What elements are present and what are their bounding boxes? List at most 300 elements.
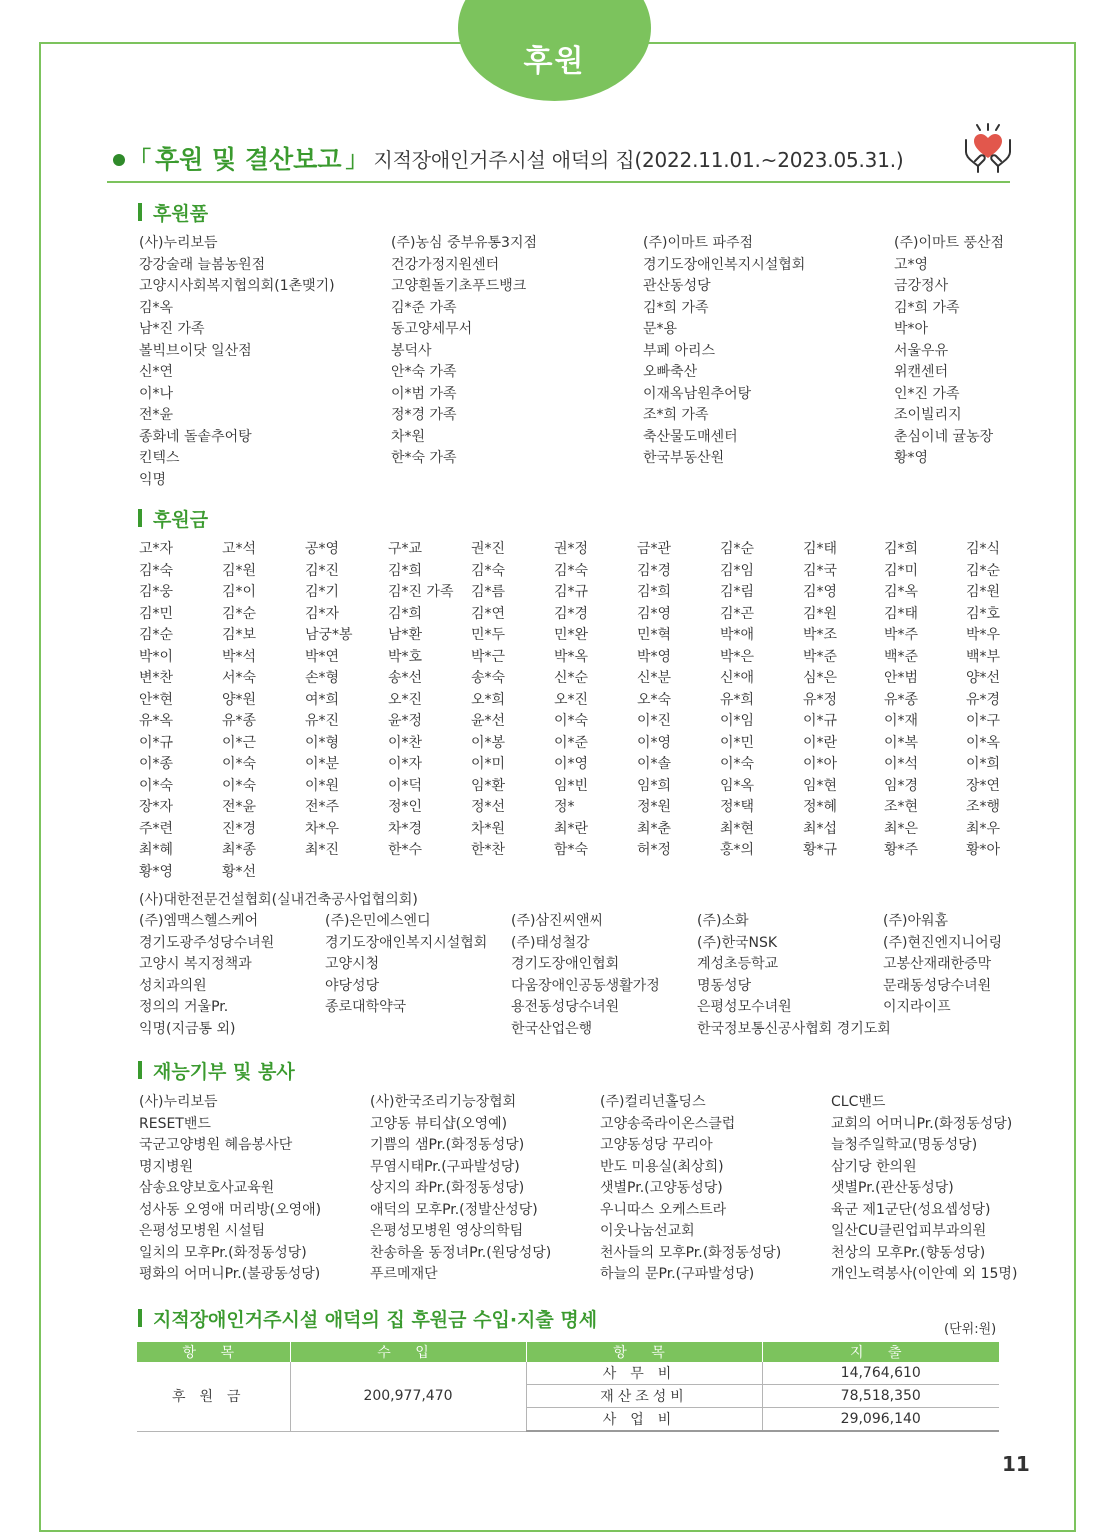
donor-name: 조*행 [966,799,1001,815]
donor-name: 이*영 [637,734,672,751]
donor-name: 박*근 [471,648,506,665]
expense-item: 사업비 [526,1408,762,1432]
donor-name: 이*진 [637,713,672,729]
donor-name: 한*수 [388,842,423,858]
list-item: 고양시 복지정책과 [139,956,252,972]
money-column [305,539,353,862]
list-item: 무염시태Pr.(구파발성당) [370,1158,520,1175]
donor-name: 민*혁 [637,627,672,643]
donor-name: 이*희 [966,756,1001,772]
money-org-first: (사)대한전문건설협회(실내건축공사업협의회) [139,892,418,908]
list-item: 김*희 가족 [643,299,709,316]
donor-name: 김*미 [884,562,919,579]
money-column [720,539,754,862]
donor-name: 손*형 [305,670,340,686]
donor-name: 김*영 [803,584,838,600]
table-header-row [137,1342,999,1362]
donor-name: 송*숙 [471,670,506,686]
section-bar [138,1309,142,1327]
donor-name: 김*규 [554,584,589,600]
donor-name: 유*희 [720,691,755,708]
list-item: (주)태성철강 [511,934,590,951]
donor-name: 신*분 [637,670,672,686]
section-bar [138,509,142,527]
list-item: 인*진 가족 [894,385,960,402]
talent-column [831,1092,1017,1286]
talent-section-title: 재능기부 및 봉사 [138,1058,295,1082]
list-item: 조*희 가족 [643,407,709,423]
donor-name: 박*조 [803,627,838,643]
finance-section-title: 지적장애인거주시설 애덕의 집 후원금 수입·지출 명세 [138,1306,597,1330]
list-item: 야당성당 [325,977,380,994]
donor-name: 민*두 [471,627,506,643]
donor-name: 유*종 [884,691,919,708]
section-bar [138,203,142,221]
donor-name: 박*영 [637,648,672,665]
list-item: 이웃나눔선교회 [600,1223,695,1239]
list-item: 문*용 [643,321,678,337]
list-item: 관산동성당 [643,278,711,294]
donor-name: 이*옥 [966,734,1001,751]
list-item: (주)이마트 풍산점 [894,235,1005,251]
donor-name: 이*숙 [139,777,174,794]
list-item: CLC밴드 [831,1094,886,1110]
donor-name: 임*현 [803,777,838,794]
donor-name: 오*진 [388,691,423,708]
header-item: 항 목 [526,1342,762,1362]
donor-name: 권*정 [554,541,589,557]
list-item: 은평성모수녀원 [697,999,792,1015]
donor-name: 김*보 [222,627,257,643]
donor-name: 양*선 [966,670,1001,686]
donor-name: 한*찬 [471,842,506,858]
donor-name: 오*진 [554,691,589,708]
list-item: 하늘의 문Pr.(구파발성당) [600,1266,755,1282]
list-item: 김*옥 [139,299,174,316]
money-column [471,539,505,862]
list-item: 위캔센터 [894,364,949,380]
donor-name: 차*원 [471,820,506,837]
list-item: 서울우유 [894,342,949,359]
donor-name: 안*현 [139,691,174,708]
goods-column [391,233,537,470]
heading-title: 후원 및 결산보고 [155,145,342,174]
donor-name: 김*름 [471,584,506,600]
list-item: 경기도광주성당수녀원 [139,934,275,951]
donor-name: 이*봉 [471,734,506,751]
list-item: (주)현진엔지니어링 [883,934,1003,951]
donor-name: 김*희 [388,605,423,622]
donor-name: 김*기 [305,584,340,600]
list-item: 남*진 가족 [139,321,205,337]
list-item: 성치과의원 [139,977,207,994]
list-item: 애덕의 모후Pr.(정발산성당) [370,1201,538,1218]
list-item: 고봉산재래한증막 [883,956,992,972]
donor-name: 고*자 [139,541,174,557]
donor-name: 오*희 [471,691,506,708]
income-item: 후원금 [137,1362,290,1431]
income-amount: 200,977,470 [290,1362,526,1431]
header-item: 항 목 [137,1342,290,1362]
donor-name: 안*범 [884,670,919,686]
donor-name: 정* [554,799,575,815]
section-bar [138,1061,142,1079]
donor-name: 남궁*봉 [305,627,353,643]
money-column [554,539,588,862]
donor-name: 정*선 [471,799,506,815]
header-income: 수 입 [290,1342,526,1362]
donor-name: 김*원 [803,605,838,622]
list-item: 명지병원 [139,1158,194,1175]
donor-name: 진*경 [222,820,257,837]
donor-name: 홍*의 [720,842,755,858]
money-column [139,539,173,883]
donor-name: 서*숙 [222,670,257,686]
list-item: 종로대학약국 [325,999,407,1015]
donor-name: 장*자 [139,799,174,815]
donor-name: 박*옥 [554,648,589,665]
list-item: (주)은민에스엔디 [325,913,431,929]
list-item: 이*나 [139,385,174,402]
heading-rule [107,181,1010,183]
money-column [803,539,837,862]
donor-name: 김*식 [966,541,1001,557]
donor-name: 고*석 [222,541,257,557]
donor-name: 김*연 [471,605,506,622]
unit-label: (단위:원) [944,1322,997,1337]
list-item: 이재옥남원추어탕 [643,385,752,402]
donor-name: 유*종 [222,713,257,729]
section-heading [113,140,973,176]
donor-name: 최*진 [305,842,340,858]
goods-column [139,233,335,491]
donor-name: 임*옥 [720,777,755,794]
heading-subtitle: 지적장애인거주시설 애덕의 집(2022.11.01.~2023.05.31.) [373,147,904,172]
donor-name: 최*섭 [803,820,838,837]
donor-name: 이*숙 [720,756,755,772]
list-item: 황*영 [894,450,929,466]
list-item: (주)한국NSK [697,934,778,951]
list-item: 반도 미용실(최상희) [600,1158,724,1175]
donor-name: 윤*정 [388,713,423,729]
donor-name: 김*숙 [471,562,506,579]
list-item: 볼빅브이닷 일산점 [139,342,252,359]
talent-column [370,1092,551,1286]
donor-name: 이*재 [884,713,919,729]
list-item: 금강정사 [894,278,949,294]
donor-name: 김*자 [305,605,340,622]
donor-name: 이*솔 [637,756,672,772]
donor-name: 최*란 [554,820,589,837]
list-item: 은평성모병원 시설팀 [139,1223,266,1239]
donor-name: 김*이 [222,584,257,600]
donor-name: 박*우 [966,627,1001,643]
donor-name: 이*규 [139,734,174,751]
donor-name: 김*민 [139,605,174,622]
donor-name: 박*석 [222,648,257,665]
goods-section-title: 후원품 [138,200,208,224]
donor-name: 이*구 [966,713,1001,729]
list-item: 김*준 가족 [391,299,457,316]
list-item: (주)컬리넌홀딩스 [600,1094,706,1110]
expense-amount: 29,096,140 [762,1408,999,1432]
donor-name: 최*종 [222,842,257,858]
donor-name: 조*현 [884,799,919,815]
list-item: 교회의 어머니Pr.(화정동성당) [831,1115,1013,1132]
donor-name: 정*혜 [803,799,838,815]
donor-name: 이*종 [139,756,174,772]
moneyorg-column [697,911,891,1040]
list-item: (주)삼진씨앤씨 [511,913,604,929]
donor-name: 이*숙 [222,756,257,772]
list-item: 국군고양병원 혜음봉사단 [139,1137,293,1153]
donor-name: 김*경 [554,605,589,622]
list-item: 이지라이프 [883,999,951,1015]
donor-name: 이*형 [305,734,340,751]
talent-column [600,1092,781,1286]
list-item: 기쁨의 샘Pr.(화정동성당) [370,1137,525,1153]
donor-name: 김*영 [637,605,672,622]
close-bracket: 」 [345,147,368,173]
donor-name: 임*희 [637,777,672,794]
donor-name: 최*춘 [637,820,672,837]
list-item: 정*경 가족 [391,407,457,423]
donor-name: 이*란 [803,734,838,751]
donor-name: 송*선 [388,670,423,686]
donor-name: 최*현 [720,820,755,837]
list-item: (사)한국조리기능장협회 [370,1094,517,1110]
list-item: 전*윤 [139,407,174,423]
list-item: (사)누리보듬 [139,235,218,251]
header-tab-label: 후원 [523,44,586,79]
donor-name: 김*숙 [139,562,174,579]
donor-name: 권*진 [471,541,506,557]
list-item: 익명 [139,471,167,488]
donor-name: 최*혜 [139,842,174,858]
donor-name: 이*원 [305,777,340,794]
donor-name: 심*은 [803,670,838,686]
donor-name: 이*자 [388,756,423,772]
donor-name: 이*영 [554,756,589,772]
list-item: 문래동성당수녀원 [883,977,992,994]
moneyorg-column [883,911,1002,1019]
donor-name: 신*순 [554,670,589,686]
donor-name: 이*숙 [554,713,589,729]
donor-name: 이*석 [884,756,919,772]
bullet-icon [113,154,125,166]
money-section-title: 후원금 [138,506,208,530]
list-item: 박*아 [894,321,929,337]
donor-name: 이*근 [222,734,257,751]
donor-name: 함*숙 [554,842,589,858]
list-item: 육군 제1군단(성요셉성당) [831,1201,991,1218]
donor-name: 민*완 [554,627,589,643]
expense-item: 사무비 [526,1362,762,1385]
donor-name: 박*애 [720,627,755,643]
list-item: 늘청주일학교(명동성당) [831,1137,978,1153]
list-item: 고양시사회복지협의회(1촌맺기) [139,278,335,294]
list-item: 축산물도매센터 [643,428,738,445]
donor-name: 차*경 [388,820,423,837]
donor-name: 김*태 [884,605,919,622]
donor-name: 이*임 [720,713,755,729]
donor-name: 유*경 [966,691,1001,708]
money-column [884,539,918,862]
donor-name: 여*희 [305,691,340,708]
list-item: 다움장애인공동생활가정 [511,977,660,994]
donor-name: 이*숙 [222,777,257,794]
open-bracket: 「 [129,147,152,173]
donor-name: 이*준 [554,734,589,751]
expense-item: 재산조성비 [526,1385,762,1408]
list-item: 삼송요양보호사교육원 [139,1180,275,1196]
donor-name: 백*부 [966,648,1001,665]
donor-name: 박*호 [388,648,423,665]
donor-name: 정*택 [720,799,755,815]
list-item: 푸르메재단 [370,1266,438,1282]
list-item: 김*희 가족 [894,299,960,316]
list-item: 조이빌리지 [894,407,962,423]
list-item: 안*숙 가족 [391,364,457,380]
donor-name: 김*임 [720,562,755,579]
donor-name: 전*주 [305,799,340,815]
list-item: 차*원 [391,428,426,445]
donor-name: 김*태 [803,541,838,557]
donor-name: 유*옥 [139,713,174,729]
donor-name: 김*진 [305,562,340,579]
donor-name: 허*정 [637,842,672,858]
list-item: 찬송하올 동정녀Pr.(원당성당) [370,1244,552,1261]
donor-name: 황*영 [139,863,174,880]
donor-name: 이*규 [803,713,838,729]
list-item: 춘심이네 귤농장 [894,428,994,445]
donor-name: 이*민 [720,734,755,751]
donor-name: 오*숙 [637,691,672,708]
page-number: 11 [1002,1452,1030,1476]
donor-name: 최*우 [966,820,1001,837]
heart-hands-icon [960,118,1016,174]
goods-column [894,233,1004,470]
donor-name: 정*인 [388,799,423,815]
list-item: 고*영 [894,256,929,273]
list-item: (주)아워홈 [883,913,949,929]
donor-name: 김*희 [884,541,919,557]
donor-name: 김*희 [388,562,423,579]
list-item: (주)소화 [697,913,749,929]
list-item: 신*연 [139,364,174,380]
list-item: 종화네 돌솥추어탕 [139,428,252,445]
list-item: 정의의 거울Pr. [139,999,229,1015]
donor-name: 유*정 [803,691,838,708]
donor-name: 신*애 [720,670,755,686]
list-item: 계성초등학교 [697,956,779,972]
list-item: (주)이마트 파주점 [643,235,754,251]
moneyorg-column [325,911,487,1019]
list-item: (주)엠맥스헬스케어 [139,913,259,929]
talent-column [139,1092,321,1286]
list-item: 삼기당 한의원 [831,1158,917,1175]
list-item: 경기도장애인복지시설협회 [643,256,806,273]
finance-table [137,1342,999,1432]
donor-name: 최*은 [884,820,919,837]
list-item: RESET밴드 [139,1115,211,1132]
donor-name: 남*환 [388,627,423,643]
list-item: 경기도장애인협회 [511,956,620,972]
donor-name: 황*규 [803,842,838,858]
donor-name: 황*아 [966,842,1001,858]
donor-name: 김*순 [139,627,174,643]
donor-name: 장*연 [966,777,1001,794]
list-item: 고양흰돌기초푸드뱅크 [391,278,527,294]
list-item: 경기도장애인복지시설협회 [325,934,488,951]
list-item: 평화의 어머니Pr.(불광동성당) [139,1266,321,1282]
donor-name: 김*원 [966,584,1001,600]
list-item: 강강술래 늘봄농원점 [139,256,266,273]
list-item: (사)누리보듬 [139,1094,218,1110]
donor-name: 이*덕 [388,777,423,794]
list-item: 명동성당 [697,977,752,994]
donor-name: 김*순 [222,605,257,622]
donor-name: 김*원 [222,562,257,579]
donor-name: 전*윤 [222,799,257,815]
money-column [388,539,454,862]
list-item: 동고양세무서 [391,321,473,337]
moneyorg-column [511,911,660,1040]
moneyorg-column [139,911,274,1040]
list-item: (주)농심 중부유통3지점 [391,235,537,251]
list-item: 고양동성당 꾸리아 [600,1137,713,1153]
list-item: 용전동성당수녀원 [511,999,620,1015]
list-item: 천사들의 모후Pr.(화정동성당) [600,1244,782,1261]
donor-name: 김*옥 [884,584,919,600]
list-item: 한국부동산원 [643,450,725,466]
donor-name: 박*이 [139,648,174,665]
donor-name: 김*웅 [139,584,174,600]
list-item: 익명(지금통 외) [139,1020,236,1037]
list-item: 샛별Pr.(고양동성당) [600,1180,723,1196]
donor-name: 임*환 [471,777,506,794]
list-item: 은평성모병원 영상의학팀 [370,1223,524,1239]
donor-name: 이*찬 [388,734,423,751]
donor-name: 이*분 [305,756,340,772]
donor-name: 황*선 [222,863,257,880]
list-item: 일치의 모후Pr.(화정동성당) [139,1244,307,1261]
list-item: 천상의 모후Pr.(향동성당) [831,1244,986,1261]
list-item: 개인노력봉사(이안예 외 15명) [831,1266,1018,1282]
donor-name: 김*국 [803,562,838,579]
money-column [222,539,256,883]
list-item: 봉덕사 [391,342,432,359]
donor-name: 박*주 [884,627,919,643]
donor-name: 정*원 [637,799,672,815]
list-item: 한국산업은행 [511,1020,593,1037]
donor-name: 임*빈 [554,777,589,794]
donor-name: 김*호 [966,605,1001,622]
list-item: 고양동 뷰티샵(오영예) [370,1115,508,1132]
money-column [966,539,1000,862]
donor-name: 박*연 [305,648,340,665]
donor-name: 윤*선 [471,713,506,729]
list-item: 오빠축산 [643,364,698,380]
list-item: 건강가정지원센터 [391,256,500,273]
list-item: 킨텍스 [139,450,180,466]
list-item: 일산CU클린업피부과의원 [831,1223,987,1239]
donor-name: 변*찬 [139,670,174,686]
table-row [137,1362,999,1385]
donor-name: 김*숙 [554,562,589,579]
donor-name: 박*은 [720,648,755,665]
expense-amount: 14,764,610 [762,1362,999,1385]
